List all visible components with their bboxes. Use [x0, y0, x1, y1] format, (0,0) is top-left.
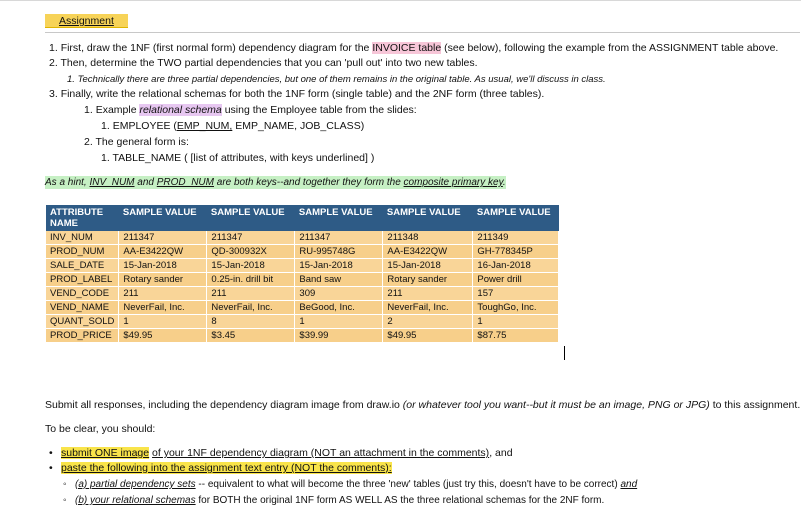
item-1-text-end: (see below), following the example from the ASSIGNMENT table above.: [444, 42, 779, 54]
table-cell: 15-Jan-2018: [207, 259, 295, 273]
table-cell: Rotary sander: [119, 273, 207, 287]
table-row: [46, 245, 559, 259]
column-header: SAMPLE VALUE: [119, 205, 207, 231]
table-cell: AA-E3422QW: [383, 245, 473, 259]
table-header-row: [46, 205, 559, 231]
table-cell: NeverFail, Inc.: [119, 301, 207, 315]
hint-text: As a hint,: [45, 177, 87, 188]
table-cell: 0.25-in. drill bit: [207, 273, 295, 287]
table-cell: SALE_DATE: [46, 259, 119, 273]
submit-paragraph: [45, 399, 800, 412]
table-cell: QUANT_SOLD: [46, 315, 119, 329]
table-cell: 211: [207, 287, 295, 301]
list-item-3-2-1: [101, 152, 374, 165]
table-row: [46, 301, 559, 315]
table-row: [46, 259, 559, 273]
table-cell: 15-Jan-2018: [383, 259, 473, 273]
your-relational-schemas: (b) your relational schemas: [75, 495, 196, 506]
bullet-dot-icon: •: [49, 447, 53, 459]
table-cell: NeverFail, Inc.: [383, 301, 473, 315]
table-cell: BeGood, Inc.: [295, 301, 383, 315]
table-cell: 2: [383, 315, 473, 329]
sub-bullet-a-text: -- equivalent to what will become the three 'new' tables (just try this, doesn't have to be correct): [198, 479, 618, 490]
item-number: 1.: [67, 74, 75, 85]
table-cell: 309: [295, 287, 383, 301]
clear-paragraph: [45, 423, 155, 436]
bullet-dot-icon: •: [49, 462, 53, 474]
column-header: SAMPLE VALUE: [207, 205, 295, 231]
table-cell: QD-300932X: [207, 245, 295, 259]
column-header: SAMPLE VALUE: [295, 205, 383, 231]
hint-composite-key: composite primary key: [403, 177, 503, 188]
item-3-1-text-end: using the Employee table from the slides:: [224, 104, 417, 116]
table-row: [46, 231, 559, 245]
item-2-1-text: Technically there are three partial dependencies, but one of them remains in the original table. As usual, we'll discuss in class.: [77, 74, 606, 85]
submit-text: Submit all responses, including the dependency diagram image from draw.io: [45, 399, 400, 411]
table-cell: Rotary sander: [383, 273, 473, 287]
table-cell: 211349: [473, 231, 559, 245]
list-item-1: [49, 42, 778, 55]
table-cell: 211: [119, 287, 207, 301]
table-cell: 8: [207, 315, 295, 329]
item-2-text: Then, determine the TWO partial dependencies that you can 'pull out' into two new tables.: [60, 57, 478, 69]
item-1-text: First, draw the 1NF (first normal form) dependency diagram for the: [60, 42, 370, 54]
list-item-2-1: [67, 73, 606, 86]
item-number: 1.: [49, 42, 58, 54]
bullet-item-1: [49, 447, 513, 460]
item-number: 1.: [101, 120, 110, 132]
table-cell: AA-E3422QW: [119, 245, 207, 259]
table-cell: VEND_NAME: [46, 301, 119, 315]
column-header: ATTRIBUTE NAME: [46, 205, 119, 231]
employee-schema-end: EMP_NAME, JOB_CLASS): [235, 120, 365, 132]
hint-period: .: [502, 177, 506, 188]
relational-schema-highlight: relational schema: [139, 104, 222, 116]
item-3-1-text: Example: [95, 104, 137, 116]
item-number: 2.: [84, 136, 93, 148]
table-cell: $87.75: [473, 329, 559, 343]
item-number: 1.: [84, 104, 93, 116]
sub-bullet-b-text: for BOTH the original 1NF form AS WELL AS the three relational schemas for the 2NF form.: [198, 495, 605, 506]
table-cell: 211347: [295, 231, 383, 245]
table-row: [46, 273, 559, 287]
table-row: [46, 315, 559, 329]
hint-inv-num: INV_NUM: [89, 177, 135, 188]
table-cell: 1: [295, 315, 383, 329]
assignment-heading: Assignment: [45, 14, 128, 28]
circle-bullet-icon: ◦: [63, 479, 67, 490]
table-cell: $49.95: [383, 329, 473, 343]
circle-bullet-icon: ◦: [63, 495, 67, 506]
partial-dependency-sets: (a) partial dependency sets: [75, 479, 196, 490]
hint-text-2: are both keys--and together they form the: [216, 177, 401, 188]
table-cell: 211347: [119, 231, 207, 245]
table-cell: PROD_PRICE: [46, 329, 119, 343]
emp-num-key: EMP_NUM,: [176, 120, 233, 132]
table-cell: PROD_NUM: [46, 245, 119, 259]
table-cell: 15-Jan-2018: [295, 259, 383, 273]
column-header: SAMPLE VALUE: [473, 205, 559, 231]
column-header: SAMPLE VALUE: [383, 205, 473, 231]
table-cell: $39.99: [295, 329, 383, 343]
list-item-3-2: [84, 136, 189, 149]
list-item-3-1: [84, 104, 417, 117]
bullet-item-2: [49, 462, 392, 475]
list-item-3: [49, 88, 544, 101]
general-form-text: TABLE_NAME ( [list of attributes, with keys underlined] ): [112, 152, 375, 164]
table-cell: $49.95: [119, 329, 207, 343]
table-cell: RU-995748G: [295, 245, 383, 259]
submit-text-end: to this assignment.: [712, 399, 801, 411]
item-3-text: Finally, write the relational schemas for both the 1NF form (single table) and the 2NF form (three tables).: [60, 88, 545, 100]
invoice-table-highlight: INVOICE table: [372, 42, 442, 54]
table-cell: GH-778345P: [473, 245, 559, 259]
table-cell: 211: [383, 287, 473, 301]
sub-bullet-a: [63, 478, 637, 491]
list-item-3-1-1: [101, 120, 364, 133]
assignment-heading-wrap: [45, 14, 128, 28]
submit-one-image: submit ONE image: [61, 447, 150, 459]
table-cell: NeverFail, Inc.: [207, 301, 295, 315]
list-item-2: [49, 57, 478, 70]
table-cell: 15-Jan-2018: [119, 259, 207, 273]
hint-line: [45, 176, 506, 189]
table-cell: 157: [473, 287, 559, 301]
hint-prod-num: PROD_NUM: [156, 177, 214, 188]
table-cell: Power drill: [473, 273, 559, 287]
bullet-2-text: paste the following into the assignment text entry (NOT the comments):: [61, 462, 392, 474]
item-number: 1.: [101, 152, 110, 164]
submit-text-italic: (or whatever tool you want--but it must be an image, PNG or JPG): [402, 399, 710, 411]
text-cursor[interactable]: [564, 346, 565, 360]
table-row: [46, 329, 559, 343]
table-cell: 16-Jan-2018: [473, 259, 559, 273]
table-cell: 211348: [383, 231, 473, 245]
table-cell: 1: [473, 315, 559, 329]
table-row: [46, 287, 559, 301]
table-cell: $3.45: [207, 329, 295, 343]
bullet-1-text: of your 1NF dependency diagram (NOT an attachment in the comments): [152, 447, 490, 459]
table-cell: PROD_LABEL: [46, 273, 119, 287]
clear-text: To be clear, you should:: [45, 423, 156, 435]
table-cell: 1: [119, 315, 207, 329]
table-cell: INV_NUM: [46, 231, 119, 245]
top-border: [0, 0, 801, 1]
table-cell: 211347: [207, 231, 295, 245]
table-cell: ToughGo, Inc.: [473, 301, 559, 315]
employee-schema-start: EMPLOYEE (: [112, 120, 177, 132]
invoice-table: [46, 205, 559, 343]
hint-and: and: [137, 177, 154, 188]
sub-bullet-b: [63, 494, 604, 507]
table-cell: Band saw: [295, 273, 383, 287]
item-number: 3.: [49, 88, 58, 100]
item-3-2-text: The general form is:: [95, 136, 189, 148]
item-number: 2.: [49, 57, 58, 69]
table-cell: VEND_CODE: [46, 287, 119, 301]
bullet-1-end: , and: [489, 447, 513, 459]
heading-rule: [45, 32, 800, 33]
sub-bullet-a-and: and: [620, 479, 638, 490]
